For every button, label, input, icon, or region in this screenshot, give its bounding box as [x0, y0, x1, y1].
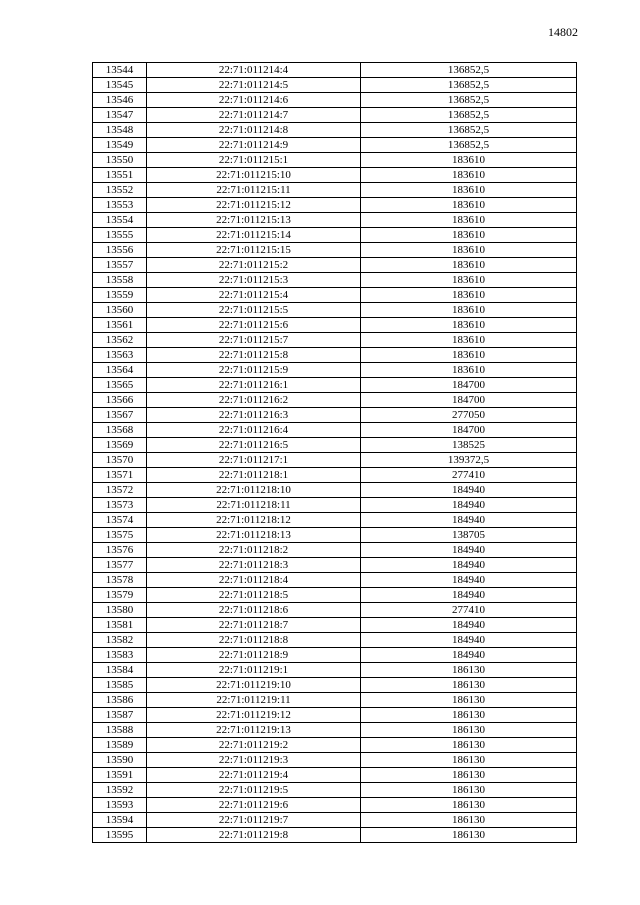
cadastral-value-cell: 136852,5 — [361, 138, 577, 153]
cadastral-value-cell: 184940 — [361, 513, 577, 528]
table-row — [93, 168, 577, 183]
row-number-cell: 13560 — [93, 303, 147, 318]
cadastral-number-cell: 22:71:011215:5 — [147, 303, 361, 318]
cadastral-number-cell: 22:71:011214:6 — [147, 93, 361, 108]
row-number-cell: 13558 — [93, 273, 147, 288]
cadastral-value-cell: 183610 — [361, 258, 577, 273]
cadastral-value-cell: 184940 — [361, 588, 577, 603]
cadastral-number-cell: 22:71:011217:1 — [147, 453, 361, 468]
table-row — [93, 783, 577, 798]
row-number-cell: 13583 — [93, 648, 147, 663]
table-row — [93, 498, 577, 513]
row-number-cell: 13571 — [93, 468, 147, 483]
row-number-cell: 13564 — [93, 363, 147, 378]
cadastral-number-cell: 22:71:011218:10 — [147, 483, 361, 498]
table-row — [93, 708, 577, 723]
cadastral-number-cell: 22:71:011218:13 — [147, 528, 361, 543]
table-row — [93, 618, 577, 633]
cadastral-value-cell: 136852,5 — [361, 78, 577, 93]
table-row — [93, 138, 577, 153]
table-row — [93, 603, 577, 618]
cadastral-number-cell: 22:71:011218:12 — [147, 513, 361, 528]
row-number-cell: 13563 — [93, 348, 147, 363]
page-number: 14802 — [548, 25, 578, 39]
cadastral-number-cell: 22:71:011218:1 — [147, 468, 361, 483]
table-row — [93, 243, 577, 258]
cadastral-value-cell: 183610 — [361, 318, 577, 333]
cadastral-value-cell: 186130 — [361, 723, 577, 738]
table-row — [93, 798, 577, 813]
cadastral-number-cell: 22:71:011219:7 — [147, 813, 361, 828]
cadastral-number-cell: 22:71:011215:4 — [147, 288, 361, 303]
cadastral-number-cell: 22:71:011218:7 — [147, 618, 361, 633]
cadastral-number-cell: 22:71:011219:3 — [147, 753, 361, 768]
table-row — [93, 678, 577, 693]
cadastral-number-cell: 22:71:011215:15 — [147, 243, 361, 258]
table-row — [93, 408, 577, 423]
cadastral-value-cell: 184940 — [361, 618, 577, 633]
table-row — [93, 318, 577, 333]
table-row — [93, 183, 577, 198]
cadastral-number-cell: 22:71:011216:2 — [147, 393, 361, 408]
row-number-cell: 13579 — [93, 588, 147, 603]
cadastral-value-cell: 186130 — [361, 753, 577, 768]
table-row — [93, 213, 577, 228]
row-number-cell: 13567 — [93, 408, 147, 423]
cadastral-number-cell: 22:71:011219:4 — [147, 768, 361, 783]
cadastral-value-cell: 184940 — [361, 648, 577, 663]
table-row — [93, 633, 577, 648]
row-number-cell: 13577 — [93, 558, 147, 573]
cadastral-value-cell: 186130 — [361, 678, 577, 693]
cadastral-number-cell: 22:71:011219:5 — [147, 783, 361, 798]
cadastral-value-cell: 186130 — [361, 708, 577, 723]
table-row — [93, 648, 577, 663]
table-row — [93, 153, 577, 168]
row-number-cell: 13584 — [93, 663, 147, 678]
row-number-cell: 13593 — [93, 798, 147, 813]
table-row — [93, 378, 577, 393]
cadastral-number-cell: 22:71:011219:6 — [147, 798, 361, 813]
cadastral-number-cell: 22:71:011215:9 — [147, 363, 361, 378]
cadastral-number-cell: 22:71:011214:7 — [147, 108, 361, 123]
table-row — [93, 348, 577, 363]
cadastral-number-cell: 22:71:011215:14 — [147, 228, 361, 243]
table-row — [93, 303, 577, 318]
cadastral-number-cell: 22:71:011216:5 — [147, 438, 361, 453]
row-number-cell: 13590 — [93, 753, 147, 768]
cadastral-value-cell: 138525 — [361, 438, 577, 453]
table-row — [93, 753, 577, 768]
row-number-cell: 13552 — [93, 183, 147, 198]
cadastral-value-cell: 138705 — [361, 528, 577, 543]
cadastral-number-cell: 22:71:011215:8 — [147, 348, 361, 363]
table-row — [93, 723, 577, 738]
row-number-cell: 13581 — [93, 618, 147, 633]
row-number-cell: 13573 — [93, 498, 147, 513]
row-number-cell: 13562 — [93, 333, 147, 348]
row-number-cell: 13586 — [93, 693, 147, 708]
cadastral-number-cell: 22:71:011218:8 — [147, 633, 361, 648]
table-row — [93, 63, 577, 78]
cadastral-value-cell: 186130 — [361, 828, 577, 843]
table-row — [93, 78, 577, 93]
table-row — [93, 588, 577, 603]
table-row — [93, 528, 577, 543]
table-row — [93, 558, 577, 573]
cadastral-number-cell: 22:71:011216:4 — [147, 423, 361, 438]
cadastral-number-cell: 22:71:011215:3 — [147, 273, 361, 288]
cadastral-value-cell: 277410 — [361, 468, 577, 483]
cadastral-value-cell: 184940 — [361, 543, 577, 558]
cadastral-number-cell: 22:71:011219:10 — [147, 678, 361, 693]
cadastral-value-cell: 183610 — [361, 288, 577, 303]
cadastral-value-cell: 184700 — [361, 393, 577, 408]
table-row — [93, 333, 577, 348]
table-row — [93, 108, 577, 123]
cadastral-number-cell: 22:71:011218:6 — [147, 603, 361, 618]
cadastral-number-cell: 22:71:011215:10 — [147, 168, 361, 183]
cadastral-number-cell: 22:71:011219:2 — [147, 738, 361, 753]
cadastral-number-cell: 22:71:011215:13 — [147, 213, 361, 228]
row-number-cell: 13553 — [93, 198, 147, 213]
cadastral-value-cell: 183610 — [361, 303, 577, 318]
cadastral-value-cell: 184700 — [361, 378, 577, 393]
table-row — [93, 288, 577, 303]
cadastral-value-cell: 184940 — [361, 558, 577, 573]
table-row — [93, 543, 577, 558]
cadastral-number-cell: 22:71:011218:2 — [147, 543, 361, 558]
cadastral-value-cell: 183610 — [361, 228, 577, 243]
cadastral-value-cell: 136852,5 — [361, 108, 577, 123]
row-number-cell: 13592 — [93, 783, 147, 798]
cadastral-value-cell: 184940 — [361, 573, 577, 588]
cadastral-value-cell: 186130 — [361, 798, 577, 813]
cadastral-value-cell: 183610 — [361, 348, 577, 363]
table-row — [93, 813, 577, 828]
table-row — [93, 768, 577, 783]
cadastral-number-cell: 22:71:011219:13 — [147, 723, 361, 738]
row-number-cell: 13589 — [93, 738, 147, 753]
row-number-cell: 13576 — [93, 543, 147, 558]
cadastral-number-cell: 22:71:011218:9 — [147, 648, 361, 663]
table-row — [93, 393, 577, 408]
row-number-cell: 13580 — [93, 603, 147, 618]
row-number-cell: 13551 — [93, 168, 147, 183]
row-number-cell: 13582 — [93, 633, 147, 648]
cadastral-value-cell: 183610 — [361, 243, 577, 258]
table-row — [93, 363, 577, 378]
row-number-cell: 13557 — [93, 258, 147, 273]
row-number-cell: 13546 — [93, 93, 147, 108]
table-row — [93, 828, 577, 843]
row-number-cell: 13561 — [93, 318, 147, 333]
row-number-cell: 13578 — [93, 573, 147, 588]
cadastral-number-cell: 22:71:011219:1 — [147, 663, 361, 678]
cadastral-value-cell: 136852,5 — [361, 93, 577, 108]
table-row — [93, 513, 577, 528]
table-row — [93, 693, 577, 708]
row-number-cell: 13554 — [93, 213, 147, 228]
table-row — [93, 123, 577, 138]
cadastral-number-cell: 22:71:011219:11 — [147, 693, 361, 708]
cadastral-value-cell: 184940 — [361, 483, 577, 498]
cadastral-value-cell: 186130 — [361, 693, 577, 708]
cadastral-value-cell: 136852,5 — [361, 63, 577, 78]
cadastral-value-cell: 139372,5 — [361, 453, 577, 468]
cadastral-number-cell: 22:71:011218:5 — [147, 588, 361, 603]
row-number-cell: 13565 — [93, 378, 147, 393]
row-number-cell: 13568 — [93, 423, 147, 438]
table-row — [93, 573, 577, 588]
row-number-cell: 13544 — [93, 63, 147, 78]
cadastral-value-cell: 184940 — [361, 633, 577, 648]
row-number-cell: 13574 — [93, 513, 147, 528]
cadastral-number-cell: 22:71:011214:4 — [147, 63, 361, 78]
row-number-cell: 13595 — [93, 828, 147, 843]
cadastral-value-cell: 186130 — [361, 768, 577, 783]
cadastral-number-cell: 22:71:011218:4 — [147, 573, 361, 588]
row-number-cell: 13545 — [93, 78, 147, 93]
cadastral-value-cell: 184700 — [361, 423, 577, 438]
cadastral-value-cell: 183610 — [361, 183, 577, 198]
row-number-cell: 13585 — [93, 678, 147, 693]
table-row — [93, 738, 577, 753]
cadastral-number-cell: 22:71:011215:1 — [147, 153, 361, 168]
row-number-cell: 13550 — [93, 153, 147, 168]
cadastral-number-cell: 22:71:011216:1 — [147, 378, 361, 393]
row-number-cell: 13556 — [93, 243, 147, 258]
cadastral-number-cell: 22:71:011215:2 — [147, 258, 361, 273]
cadastral-value-cell: 136852,5 — [361, 123, 577, 138]
row-number-cell: 13575 — [93, 528, 147, 543]
row-number-cell: 13566 — [93, 393, 147, 408]
cadastral-number-cell: 22:71:011216:3 — [147, 408, 361, 423]
cadastral-value-cell: 183610 — [361, 333, 577, 348]
cadastral-value-cell: 186130 — [361, 663, 577, 678]
cadastral-value-cell: 277410 — [361, 603, 577, 618]
cadastral-value-cell: 186130 — [361, 783, 577, 798]
row-number-cell: 13559 — [93, 288, 147, 303]
table-row — [93, 468, 577, 483]
cadastral-number-cell: 22:71:011215:11 — [147, 183, 361, 198]
cadastral-number-cell: 22:71:011215:7 — [147, 333, 361, 348]
table-row — [93, 198, 577, 213]
table-row — [93, 273, 577, 288]
row-number-cell: 13549 — [93, 138, 147, 153]
row-number-cell: 13572 — [93, 483, 147, 498]
cadastral-value-cell: 183610 — [361, 198, 577, 213]
cadastral-value-cell: 183610 — [361, 153, 577, 168]
cadastral-value-cell: 184940 — [361, 498, 577, 513]
cadastral-value-cell: 183610 — [361, 273, 577, 288]
cadastral-number-cell: 22:71:011219:8 — [147, 828, 361, 843]
table-row — [93, 483, 577, 498]
cadastral-number-cell: 22:71:011215:6 — [147, 318, 361, 333]
cadastral-number-cell: 22:71:011219:12 — [147, 708, 361, 723]
cadastral-value-cell: 183610 — [361, 363, 577, 378]
cadastral-number-cell: 22:71:011218:3 — [147, 558, 361, 573]
cadastral-number-cell: 22:71:011218:11 — [147, 498, 361, 513]
row-number-cell: 13555 — [93, 228, 147, 243]
table-row — [93, 423, 577, 438]
table-row — [93, 93, 577, 108]
cadastral-value-cell: 183610 — [361, 168, 577, 183]
row-number-cell: 13548 — [93, 123, 147, 138]
row-number-cell: 13591 — [93, 768, 147, 783]
cadastral-number-cell: 22:71:011214:5 — [147, 78, 361, 93]
row-number-cell: 13594 — [93, 813, 147, 828]
cadastral-value-cell: 277050 — [361, 408, 577, 423]
table-row — [93, 663, 577, 678]
table-row — [93, 228, 577, 243]
row-number-cell: 13569 — [93, 438, 147, 453]
row-number-cell: 13588 — [93, 723, 147, 738]
table-body — [93, 63, 577, 843]
cadastral-number-cell: 22:71:011214:8 — [147, 123, 361, 138]
cadastral-value-table — [92, 62, 577, 843]
table-row — [93, 453, 577, 468]
cadastral-value-cell: 186130 — [361, 813, 577, 828]
row-number-cell: 13547 — [93, 108, 147, 123]
row-number-cell: 13570 — [93, 453, 147, 468]
table-row — [93, 258, 577, 273]
row-number-cell: 13587 — [93, 708, 147, 723]
cadastral-value-cell: 186130 — [361, 738, 577, 753]
table-row — [93, 438, 577, 453]
cadastral-number-cell: 22:71:011214:9 — [147, 138, 361, 153]
cadastral-value-cell: 183610 — [361, 213, 577, 228]
cadastral-number-cell: 22:71:011215:12 — [147, 198, 361, 213]
